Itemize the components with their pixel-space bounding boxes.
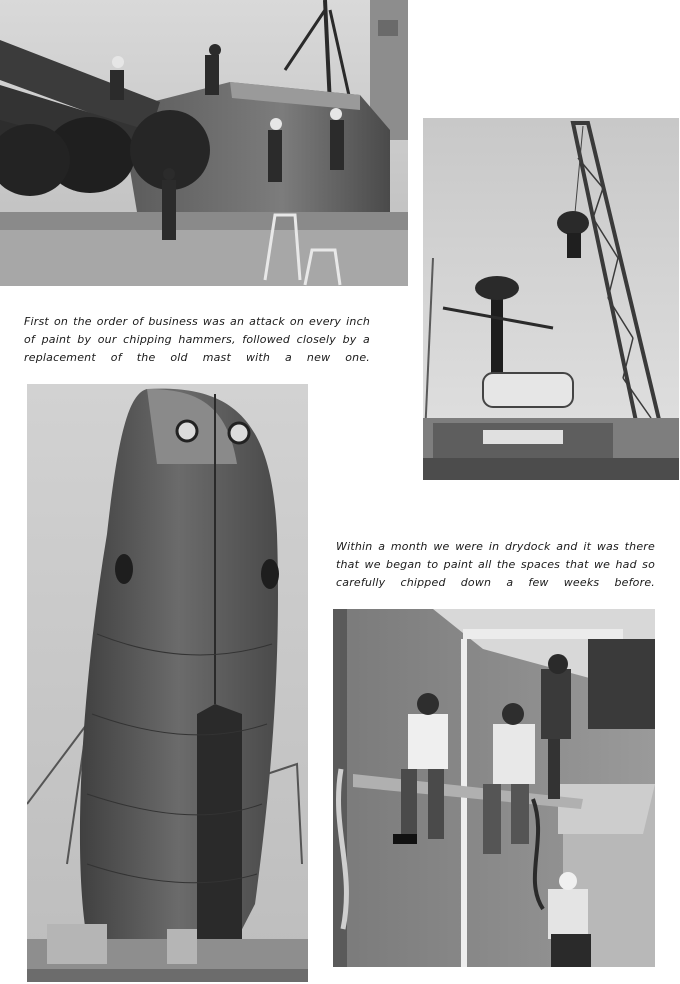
mast-replacement-photo — [423, 118, 679, 480]
caption-chipping-paint: First on the order of business was an attack on every inch of paint by our chipping hammers, followed closely by a replacement of the old mast with a new one. — [24, 315, 370, 364]
caption-drydock-painting: Within a month we were in drydock and it was there that we began to paint all the spaces that we had so carefully chipped down a few weeks before. — [336, 540, 655, 589]
scaffold-painting-photo — [333, 609, 655, 967]
ship-bow-drydock-photo — [27, 384, 308, 982]
turret-chipping-photo — [0, 0, 408, 286]
